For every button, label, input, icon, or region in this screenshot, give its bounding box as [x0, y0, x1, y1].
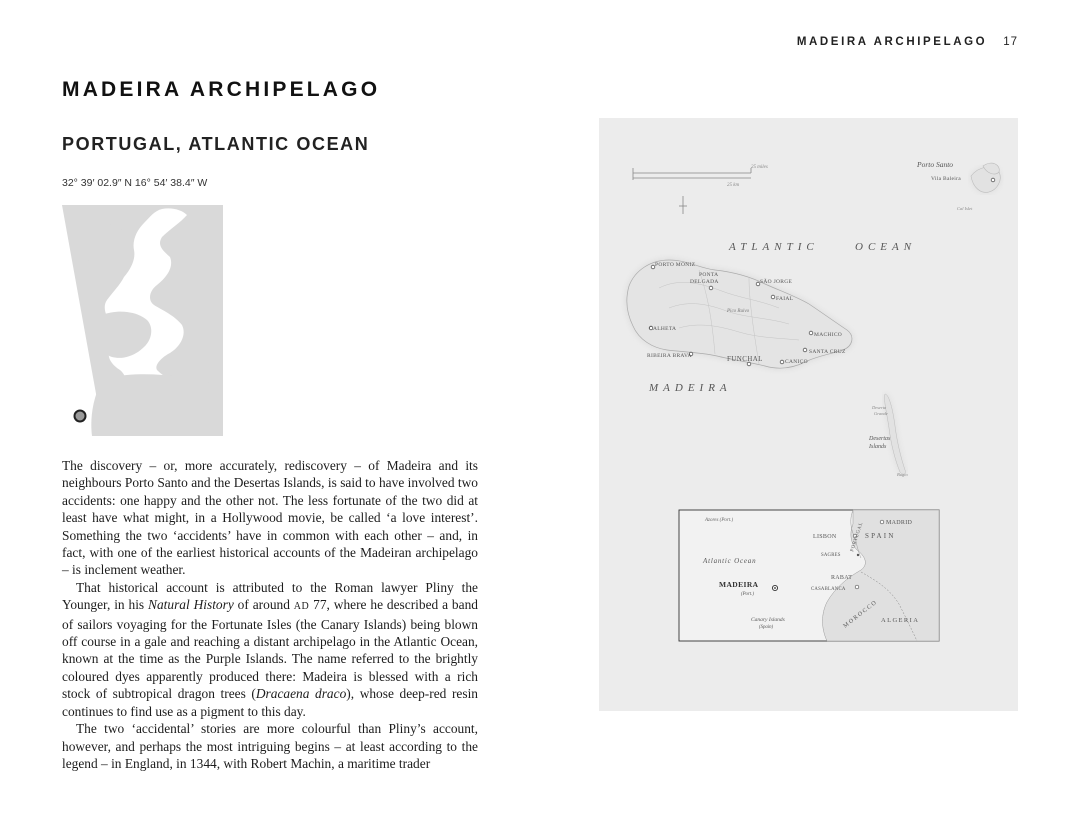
- inset-label-sagres: SAGRES: [821, 553, 841, 558]
- ponta-delgada-marker: [709, 286, 713, 290]
- inset-map: [679, 510, 939, 641]
- inset-label-canary-spain: (Spain): [759, 625, 774, 630]
- paragraph-3: The two ‘accidental’ stories are more colourful than Pliny’s account, however, and perhaps the most intriguing begins – at least according to the legend – in England, in 1344, with Robert Machin, a maritime trader: [62, 721, 478, 771]
- scale-label-miles: 25 miles: [751, 165, 768, 170]
- label-ribeira-brava: RIBEIRA BRAVA: [647, 353, 692, 359]
- inset-label-casablanca: CASABLANCA: [811, 587, 846, 592]
- label-ponta: PONTA: [699, 272, 719, 278]
- label-machico: MACHICO: [814, 332, 843, 338]
- label-funchal: FUNCHAL: [727, 355, 763, 363]
- label-pico-ruivo: Pico Ruivo: [727, 309, 750, 314]
- madeira-map-graphic: [599, 118, 1018, 711]
- locator-map-graphic: [62, 205, 223, 436]
- page-number: 17: [1003, 36, 1018, 48]
- page-subtitle: PORTUGAL, ATLANTIC OCEAN: [62, 134, 370, 154]
- page-title: MADEIRA ARCHIPELAGO: [62, 78, 381, 101]
- paragraph-1: The discovery – or, more accurately, rediscovery – of Madeira and its neighbours Porto Santo and the Desertas Islands, is said to have involved two accidents: one happy and the other not. The less fortunate of the two did at least have what might, in a Hollywood movie, be called ‘a love interest’. Something the two ‘accidents’ have in common with each other – and, in fact, with one of the earliest historical accounts of the Madeiran archipelago – is inclement weather.: [62, 458, 478, 578]
- body-text: [62, 457, 478, 772]
- casablanca-marker: [855, 585, 859, 589]
- inset-label-lisbon: LISBON: [813, 534, 837, 540]
- inset-madeira-dot: [774, 587, 776, 589]
- santa-cruz-marker: [803, 348, 807, 352]
- label-bugio: Bugio: [897, 472, 908, 477]
- label-desertas: Desertas: [869, 436, 891, 442]
- running-title: MADEIRA ARCHIPELAGO: [796, 36, 988, 48]
- label-cal-islet: Cal Islet: [957, 206, 973, 211]
- label-deserta: Deserta: [872, 405, 887, 410]
- p2-text-d: ), whose deep-red resin continues to find use as a pigment to this day.: [62, 686, 478, 719]
- p2-text-c: 77, where he described a band of sailors voyaging for the Fortunate Isles (the Canary Islands) being blown off course in a gale and reaching a distant archipelago in the Atlantic Ocean, known at the time as the Purple Islands. The name referred to the brightly coloured dyes apparently produced there: Madeira is blessed with a rich stock of subtropical dragon trees (: [62, 597, 478, 702]
- p2-italic-natural-history: Natural History: [148, 597, 234, 613]
- label-grande: Grande: [874, 411, 888, 416]
- p2-italic-dracaena: Dracaena draco: [255, 686, 347, 702]
- inset-label-madeira-port: (Port.): [741, 592, 754, 597]
- inset-label-algeria: ALGERIA: [881, 617, 920, 624]
- label-porto-moniz: PORTO MONIZ: [655, 262, 696, 268]
- label-ocean: OCEAN: [855, 241, 917, 253]
- label-porto-santo: Porto Santo: [917, 160, 954, 169]
- label-sao-jorge: SÃO JORGE: [760, 279, 793, 285]
- p2-ad: AD: [293, 601, 310, 613]
- inset-label-madeira: MADEIRA: [719, 580, 759, 589]
- paragraph-2: [62, 579, 478, 720]
- label-atlantic: ATLANTIC: [729, 241, 819, 253]
- label-delgada: DELGADA: [690, 279, 719, 285]
- land-africa: [91, 374, 223, 436]
- location-marker: [75, 411, 86, 422]
- inset-label-atlantic-ocean: Atlantic Ocean: [703, 557, 757, 565]
- coordinates: 32° 39′ 02.9″ N 16° 54′ 38.4″ W: [62, 177, 208, 189]
- inset-label-morocco: MOROCCO: [842, 599, 879, 630]
- label-vila-baleira: Vila Baleira: [931, 176, 961, 182]
- label-islands: Islands: [869, 444, 887, 450]
- running-header: [797, 36, 1018, 48]
- locator-map: [62, 205, 223, 436]
- inset-label-spain: SPAIN: [865, 532, 896, 540]
- label-canico: CANIÇO: [785, 359, 808, 365]
- label-faial: FAIAL: [776, 296, 794, 302]
- p2-text-a: That historical account is attributed to the Roman lawyer Pliny the Younger, in his: [62, 579, 478, 613]
- inset-label-rabat: RABAT: [831, 575, 853, 581]
- madeira-map: [599, 118, 1018, 711]
- canico-marker: [780, 360, 784, 364]
- inset-label-portugal: PORTUGAL: [850, 521, 865, 553]
- inset-label-canary: Canary Islands: [751, 617, 785, 623]
- vila-baleira-marker: [991, 178, 995, 182]
- label-calheta: CALHETA: [649, 326, 677, 332]
- inset-label-madrid: MADRID: [886, 520, 913, 526]
- inset-label-azores: Azores (Port.): [705, 518, 734, 523]
- sagres-marker: [857, 554, 859, 556]
- p2-text-b: of around: [233, 597, 294, 613]
- faial-marker: [771, 295, 775, 299]
- machico-marker: [809, 331, 813, 335]
- madrid-marker: [880, 520, 884, 524]
- label-madeira: MADEIRA: [649, 382, 732, 394]
- label-santa-cruz: SANTA CRUZ: [809, 349, 846, 355]
- scale-label-km: 25 km: [727, 183, 740, 188]
